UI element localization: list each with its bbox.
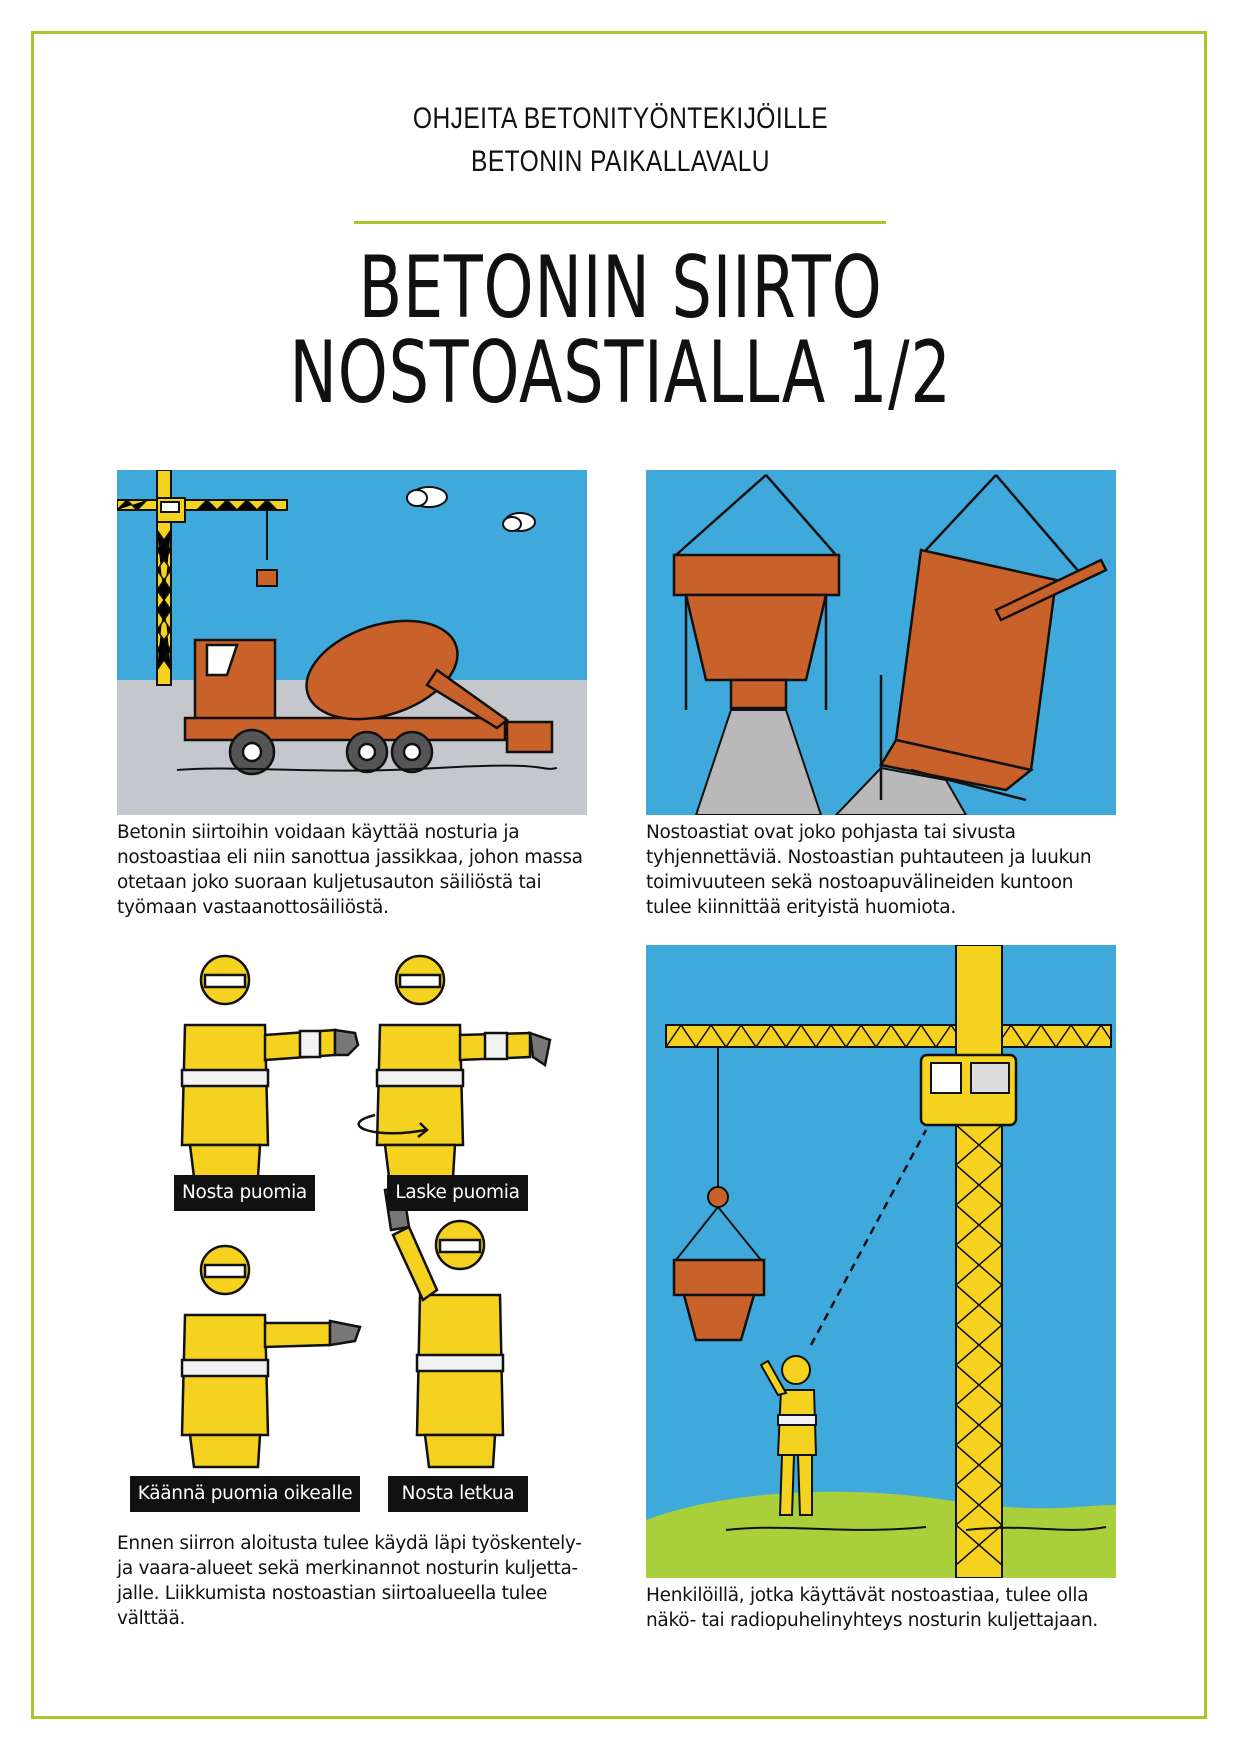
worker-raise-boom — [182, 956, 358, 1177]
illustration-mixer-truck — [117, 470, 587, 815]
caption-hand-signals: Ennen siirron aloitusta tulee käydä läpi työskentely- ja vaara-alueet sekä merkinannot nosturin kuljetta- jalle. Liikkumista nostoastian siirtoalueella tulee välttää. — [117, 1533, 582, 1629]
title-line-2: NOSTOASTIALLA 1/2 — [289, 323, 952, 423]
kicker-line-1: OHJEITA BETONITYÖNTEKIJÖILLE — [412, 102, 829, 135]
illustration-hand-signals — [150, 945, 580, 1515]
header-divider — [354, 221, 886, 224]
signal-label-raise-hose: Nosta letkua — [388, 1476, 528, 1512]
signal-label-lower-boom: Laske puomia — [387, 1175, 528, 1211]
signal-label-turn-boom-right: Käännä puomia oikealle — [130, 1476, 360, 1512]
caption-crane-operator-contact: Henkilöillä, jotka käyttävät nostoastiaa, tulee olla näkö- tai radiopuhelinyhteys nosturin kuljettajaan. — [646, 1585, 1098, 1631]
signal-label-raise-boom: Nosta puomia — [174, 1175, 315, 1211]
kicker-line-2: BETONIN PAIKALLAVALU — [471, 145, 770, 178]
caption-mixer-truck: Betonin siirtoihin voidaan käyttää nosturia ja nostoastiaa eli niin sanottua jassikkaa, johon massa otetaan joko suoraan kuljetusauton säiliöstä tai työmaan vastaanottosäiliöstä. — [117, 822, 583, 918]
caption-lifting-buckets: Nostoastiat ovat joko pohjasta tai sivusta tyhjennettäviä. Nostoastian puhtauteen ja luukun toimivuuteen sekä nostoapuvälineiden kuntoon tulee kiinnittää erityistä huomiota. — [646, 822, 1092, 918]
illustration-crane-operator-contact — [646, 945, 1116, 1578]
title-line-1: BETONIN SIIRTO — [358, 238, 883, 338]
worker-turn-boom-right — [182, 1246, 360, 1467]
illustration-lifting-buckets — [646, 470, 1116, 815]
worker-lower-boom — [377, 956, 550, 1177]
